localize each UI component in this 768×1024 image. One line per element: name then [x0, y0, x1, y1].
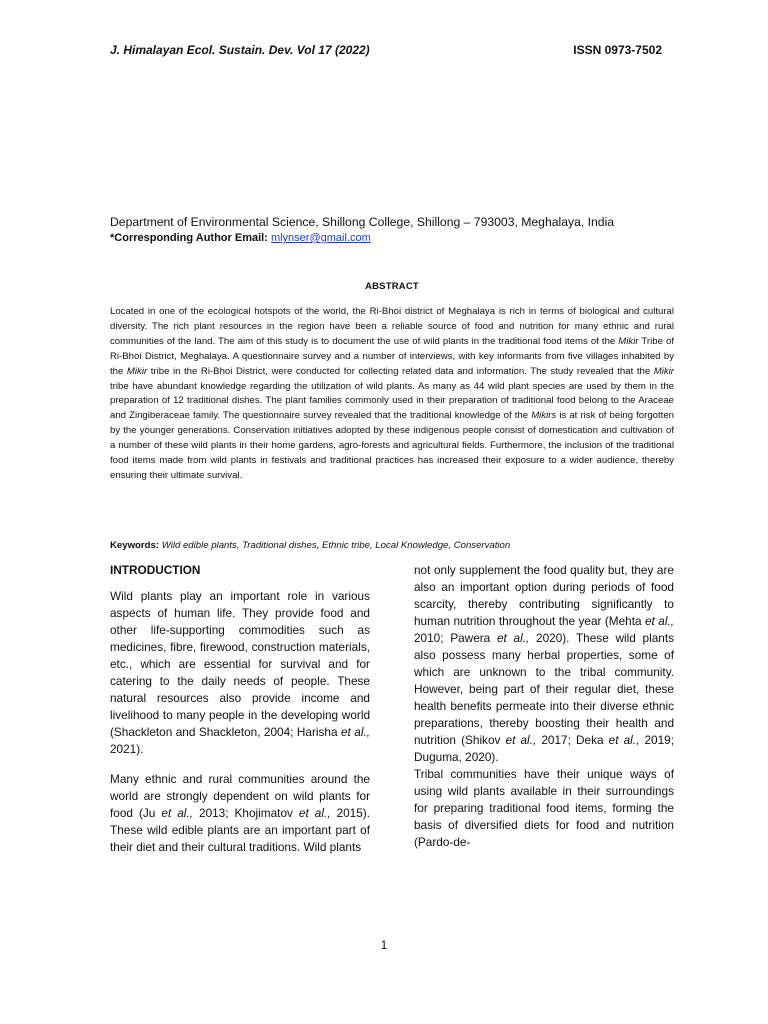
email-link[interactable]: mlynser@gmail.com: [270, 232, 371, 244]
abstract-part: Tribe of Ri-Bhoi District, Meghalaya. A questionnaire survey and a number of interviews, with key informants from five villages inhabited by the: [110, 335, 674, 377]
keywords: [110, 539, 674, 553]
text-run: 2021).: [110, 742, 144, 756]
text-run: 2015). These wild edible plants are an important part of their diet and their cultural traditions. Wild plants: [110, 806, 370, 854]
text-italic: et al.,: [161, 806, 193, 820]
abstract-part: is at risk of being forgotten by the younger generations. Conservation initiatives adopted by these indigenous people consist of domestication and cultivation of a number of these wild plants in their home gardens, agro-forests and agricultural fields. Furthermore, the inclusion of the traditional food items made from wild plants in festivals and traditional practices has increased their exposure to a wider audience, thereby ensuring their ultimate survival.: [110, 410, 674, 481]
text-run: 2013; Khojimatov: [192, 806, 299, 820]
abstract-italic: Mikir: [618, 335, 639, 347]
abstract-part: tribe in the Ri-Bhoi District, were conducted for collecting related data and information. The study revealed that the: [147, 365, 654, 377]
abstract-italic: Mikir: [126, 365, 148, 377]
introduction-heading: INTRODUCTION: [110, 563, 201, 577]
intro-paragraph-4: Tribal communities have their unique ways of using wild plants available in their surroundings for preparing traditional food items, forming the basis of diversified diets for food and nutrition (Pardo-de-: [414, 767, 674, 849]
issn: ISSN 0973-7502: [573, 43, 662, 57]
left-column: [110, 562, 370, 869]
text-italic: et al.,: [298, 806, 331, 820]
keywords-list: Wild edible plants, Traditional dishes, Ethnic tribe, Local Knowledge, Conservation: [161, 540, 511, 551]
text-run: not only supplement the food quality but, they are also an important option during periods of food scarcity, thereby contributing significantly to human nutrition throughout the year (Mehta: [414, 563, 674, 628]
corresponding-label: *Corresponding Author Email:: [110, 232, 268, 244]
text-italic: et al.,: [645, 614, 674, 628]
affiliation-department: Department of Environmental Science, Shillong College, Shillong – 793003, Meghalaya, India: [110, 215, 615, 229]
abstract-text: [110, 305, 674, 484]
intro-paragraph-3: [414, 562, 674, 766]
page-number: 1: [380, 938, 388, 952]
abstract-italic: Mikirs: [531, 410, 557, 422]
text-run: 2020). These wild plants also possess many herbal properties, some of which are unknown to the tribal community. However, being part of their regular diet, these health benefits permeate into their diverse ethnic preparations, thereby boosting their health and nutrition (Shikov: [414, 631, 675, 747]
text-italic: et al.,: [496, 631, 530, 645]
abstract-part: Located in one of the ecological hotspots of the world, the Ri-Bhoi district of Meghalaya is rich in terms of biological and cultural diversity. The rich plant resources in the region have been a reliable source of food and nutrition for many ethnic and rural communities of the land. The aim of this study is to document the use of wild plants in the traditional food items of the: [110, 306, 674, 347]
right-column: [414, 562, 674, 851]
text-run: 2010; Pawera: [414, 631, 497, 645]
keywords-label: Keywords:: [110, 540, 160, 551]
intro-paragraph-1: [110, 588, 370, 758]
journal-citation: J. Himalayan Ecol. Sustain. Dev. Vol 17 (2022): [110, 43, 370, 57]
text-italic: et al.,: [608, 733, 640, 747]
text-run: 2019; Duguma, 2020).: [414, 733, 674, 764]
text-run: Many ethnic and rural communities around the world are strongly dependent on wild plants for food (Ju: [110, 772, 370, 820]
text-italic: et al.,: [340, 725, 370, 739]
text-run: 2017; Deka: [536, 733, 609, 747]
text-italic: et al.,: [505, 733, 537, 747]
abstract-italic: Mikir: [653, 365, 674, 377]
abstract-part: tribe have abundant knowledge regarding the utilization of wild plants. As many as 44 wild plant species are used by them in the preparation of 12 traditional dishes. The plant families commonly used in their preparation of traditional food belong to the Araceae and Zingiberaceae family. The questionnaire survey revealed that the traditional knowledge of the: [110, 380, 674, 422]
intro-paragraph-2: [110, 771, 370, 856]
abstract-heading: ABSTRACT: [365, 281, 419, 292]
corresponding-author: [110, 230, 680, 246]
running-header: [110, 43, 662, 57]
affiliation-block: [110, 214, 680, 246]
text-run: Wild plants play an important role in various aspects of human life. They provide food and other life-supporting commodities such as medicines, fibre, firewood, construction materials, etc., which are essential for survival and for catering to the daily needs of people. These natural resources also provide income and livelihood to many people in the developing world (Shackleton and Shackleton, 2004; Harisha: [110, 589, 370, 739]
